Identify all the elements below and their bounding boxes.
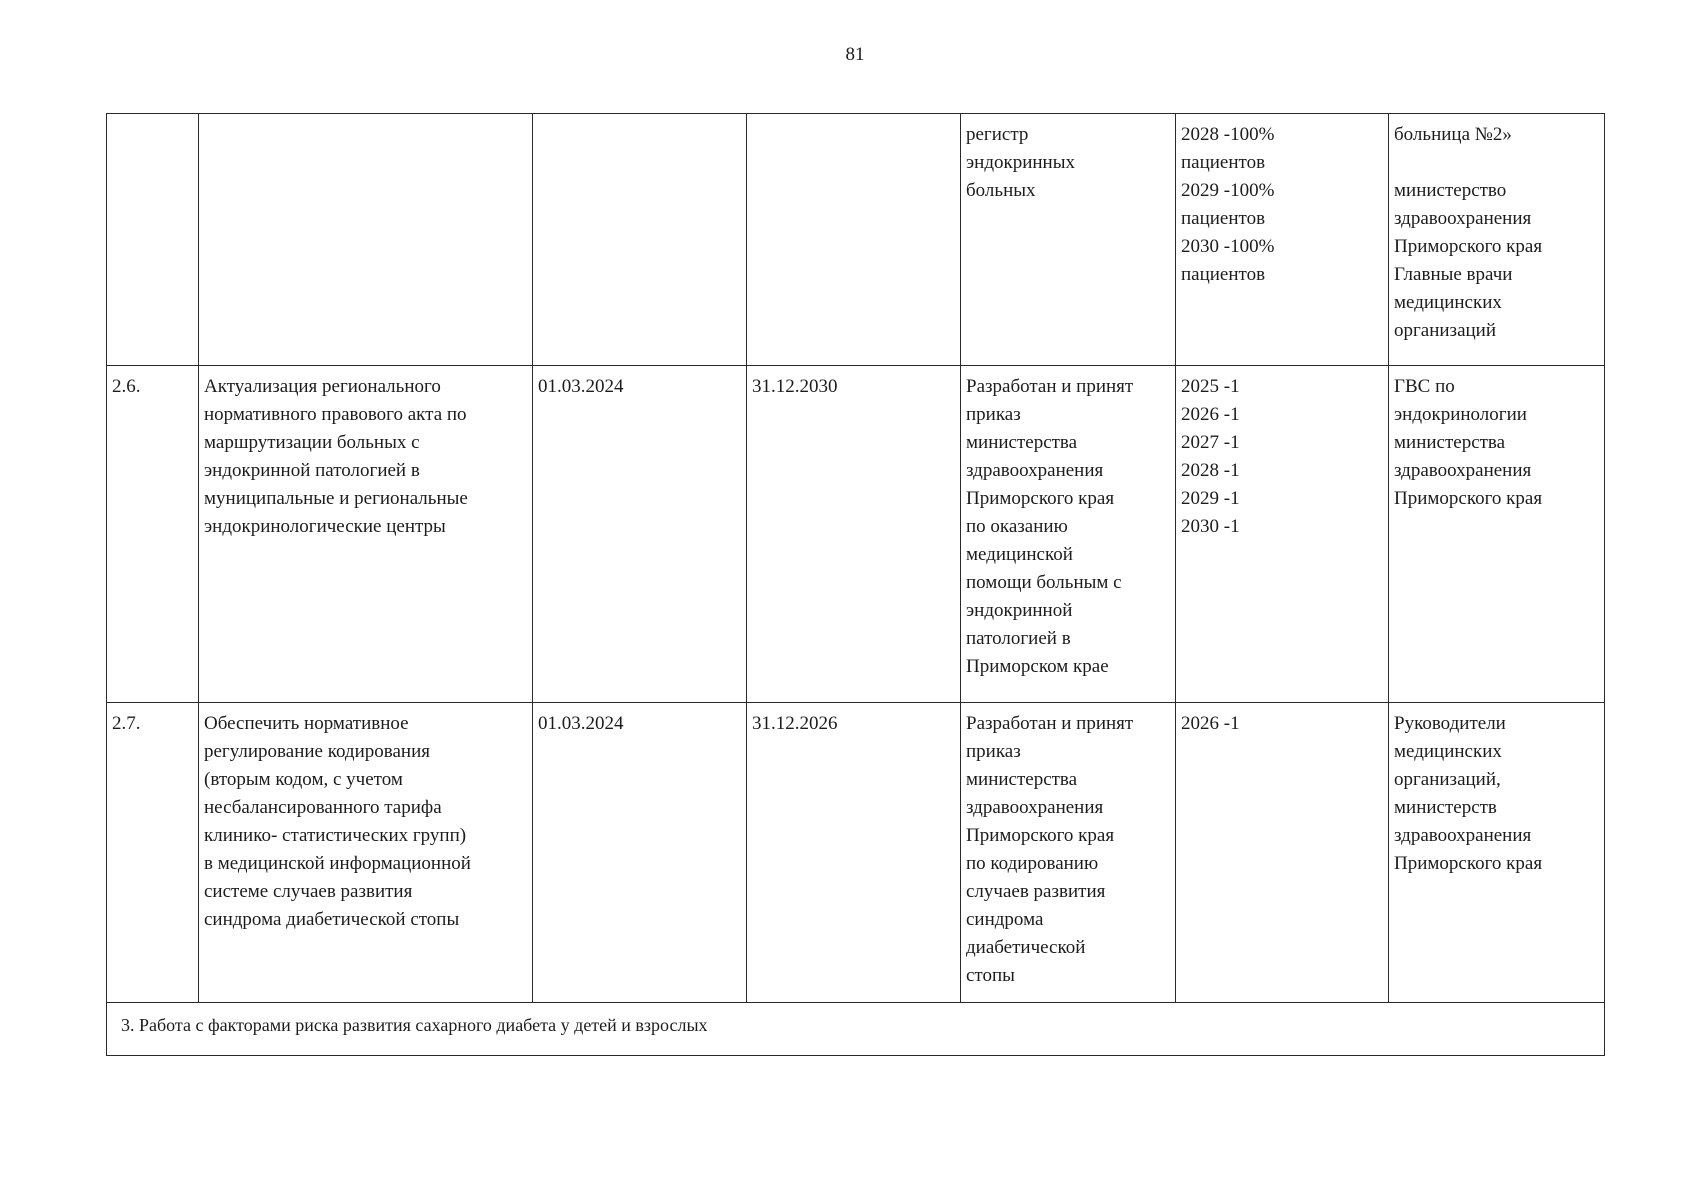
cell-activity: Обеспечить нормативное регулирование кодирования (вторым кодом, с учетом несбалансированного тарифа клинико- статистических групп) в медицинской информационной системе случаев развития синдрома диабетической стопы [199, 703, 533, 1003]
cell-number [107, 114, 199, 366]
cell-indicators: 2026 -1 [1176, 703, 1389, 1003]
cell-end-date [747, 114, 961, 366]
section-heading-row [107, 1003, 1605, 1056]
section-heading: 3. Работа с факторами риска развития сахарного диабета у детей и взрослых [107, 1003, 1605, 1056]
cell-activity: Актуализация регионального нормативного правового акта по маршрутизации больных с эндокринной патологией в муниципальные и региональные эндокринологические центры [199, 366, 533, 703]
cell-activity [199, 114, 533, 366]
plan-table [106, 113, 1605, 1056]
table-row [107, 114, 1605, 366]
cell-responsible: Руководители медицинских организаций, министерств здравоохранения Приморского края [1389, 703, 1605, 1003]
page-number: 81 [845, 44, 865, 65]
cell-start-date [533, 114, 747, 366]
cell-end-date: 31.12.2026 [747, 703, 961, 1003]
cell-responsible: ГВС по эндокринологии министерства здравоохранения Приморского края [1389, 366, 1605, 703]
cell-start-date: 01.03.2024 [533, 366, 747, 703]
cell-result: Разработан и принят приказ министерства здравоохранения Приморского края по кодированию случаев развития синдрома диабетической стопы [961, 703, 1176, 1003]
cell-number: 2.7. [107, 703, 199, 1003]
cell-result: Разработан и принят приказ министерства здравоохранения Приморского края по оказанию медицинской помощи больным с эндокринной патологией в Приморском крае [961, 366, 1176, 703]
cell-indicators: 2025 -1 2026 -1 2027 -1 2028 -1 2029 -1 2030 -1 [1176, 366, 1389, 703]
cell-start-date: 01.03.2024 [533, 703, 747, 1003]
cell-responsible: больница №2» министерство здравоохранения Приморского края Главные врачи медицинских организаций [1389, 114, 1605, 366]
cell-number: 2.6. [107, 366, 199, 703]
cell-indicators: 2028 -100% пациентов 2029 -100% пациентов 2030 -100% пациентов [1176, 114, 1389, 366]
cell-result: регистр эндокринных больных [961, 114, 1176, 366]
table-row [107, 366, 1605, 703]
table-row [107, 703, 1605, 1003]
cell-end-date: 31.12.2030 [747, 366, 961, 703]
